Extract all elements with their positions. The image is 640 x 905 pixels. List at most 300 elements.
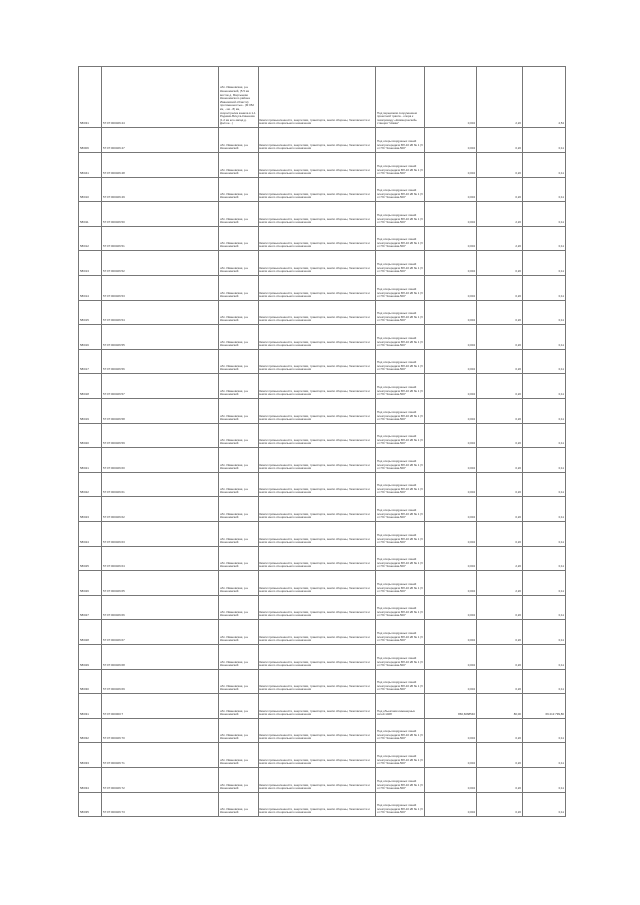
table-cell-c8 xyxy=(523,743,566,767)
table-cell-c6 xyxy=(425,399,477,423)
table-cell-c6 xyxy=(425,571,477,595)
table-cell-c4 xyxy=(258,399,376,423)
table-cell-c1 xyxy=(78,497,102,521)
table-cell-c8 xyxy=(523,177,566,201)
cell-text: 0,20 xyxy=(515,147,521,151)
table-cell-c6 xyxy=(425,595,477,619)
cell-text: Под опоры воздушных линий электропередачи ВЛ-10 кВ № 1 (б от ПС "Кинешма-500" xyxy=(377,361,423,372)
table-cell-c2 xyxy=(102,595,219,619)
table-cell-c5 xyxy=(376,718,425,742)
table-cell-c2 xyxy=(102,792,219,816)
cell-text: 0,20 xyxy=(515,393,521,397)
table-cell-c1 xyxy=(78,226,102,250)
cell-text: Под объектами инженерных сетей 1408 xyxy=(377,709,415,717)
table-cell-c5 xyxy=(376,325,425,349)
cell-text: обл. Ивановская, р-н Кинешемский xyxy=(220,487,249,495)
cell-text: обл. Ивановская, р-н Кинешемский xyxy=(220,635,249,643)
cell-text: Земли промышленности, энергетики, транспорта, земли обороны, безопасности и земли иного специального назначения xyxy=(259,217,370,225)
cell-text: Земли промышленности, энергетики, транспорта, земли обороны, безопасности и земли иного специального назначения xyxy=(259,414,370,422)
table-cell-c2 xyxy=(102,522,219,546)
cell-text: Под опоры воздушных линий электропередачи ВЛ-10 кВ № 1 (б от ПС "Кинешма-500" xyxy=(377,484,423,495)
table-cell-c2 xyxy=(102,66,219,127)
table-cell-c2 xyxy=(102,202,219,226)
cell-text: 58/027 xyxy=(80,614,89,618)
table-cell-c6 xyxy=(425,718,477,742)
cell-text: обл. Ивановская, р-н Кинешемский xyxy=(220,512,249,520)
cell-text: 0,004 xyxy=(467,565,475,569)
table-cell-c7 xyxy=(477,694,523,718)
table-cell-c5 xyxy=(376,595,425,619)
table-cell-c4 xyxy=(258,374,376,398)
table-cell-c4 xyxy=(258,423,376,447)
cell-text: обл. Ивановская, р-н Кинешемский xyxy=(220,315,249,323)
table-cell-c8 xyxy=(523,792,566,816)
table-cell-c7 xyxy=(477,66,523,127)
table-cell-c7 xyxy=(477,226,523,250)
cell-text: 58/034 xyxy=(80,787,89,791)
table-cell-c1 xyxy=(78,325,102,349)
table-cell-c3 xyxy=(219,571,259,595)
cell-text: 58/013 xyxy=(80,270,89,274)
cell-text: Земли промышленности, энергетики, транспорта, земли обороны, безопасности и земли иного специального назначения xyxy=(259,783,370,791)
table-cell-c1 xyxy=(78,472,102,496)
cell-text: 0,004 xyxy=(467,639,475,643)
table-cell-c5 xyxy=(376,694,425,718)
table-cell-c1 xyxy=(78,423,102,447)
table-cell-c5 xyxy=(376,645,425,669)
cell-text: Под опоры воздушных линий электропередачи ВЛ-10 кВ № 1 (б от ПС "Кинешма-500" xyxy=(377,238,423,249)
cell-text: 57:07:000406:60 xyxy=(103,467,125,471)
cell-text: 58/030 xyxy=(80,688,89,692)
cell-text: Земли промышленности, энергетики, транспорта, земли обороны, безопасности и земли иного специального назначения xyxy=(259,709,370,717)
table-cell-c6 xyxy=(425,743,477,767)
table-cell-c4 xyxy=(258,620,376,644)
cell-text: обл. Ивановская, р-н Кинешемский xyxy=(220,537,249,545)
table-cell-c3 xyxy=(219,595,259,619)
table-cell-c8 xyxy=(523,202,566,226)
table-cell-c1 xyxy=(78,374,102,398)
table-cell-c2 xyxy=(102,226,219,250)
table-cell-c5 xyxy=(376,226,425,250)
table-cell-c2 xyxy=(102,645,219,669)
table-cell-c6 xyxy=(425,792,477,816)
table-cell-c8 xyxy=(523,620,566,644)
cell-text: обл. Ивановская, р-н Кинешемский xyxy=(220,364,249,372)
table-cell-c2 xyxy=(102,276,219,300)
cell-text: Земли промышленности, энергетики, транспорта, земли обороны, безопасности и земли иного специального назначения xyxy=(259,438,370,446)
cell-text: Земли промышленности, энергетики, транспорта, земли обороны, безопасности и земли иного специального назначения xyxy=(259,340,370,348)
table-cell-c6 xyxy=(425,177,477,201)
table-cell-c3 xyxy=(219,349,259,373)
cell-text: 0,004 xyxy=(467,393,475,397)
table-cell-c3 xyxy=(219,669,259,693)
table-cell-c7 xyxy=(477,595,523,619)
cell-text: 0,11 xyxy=(558,565,564,569)
table-cell-c1 xyxy=(78,300,102,324)
cell-text: Земли промышленности, энергетики, транспорта, земли обороны, безопасности и земли иного специального назначения xyxy=(259,168,370,176)
cell-text: Под опоры воздушных линий электропередачи ВЛ-10 кВ № 1 (б от ПС "Кинешма-500" xyxy=(377,583,423,594)
table-row xyxy=(78,399,566,424)
cell-text: обл. Ивановская, р-н Кинешемский xyxy=(220,586,249,594)
table-cell-c5 xyxy=(376,128,425,152)
cell-text: 0,004 xyxy=(467,270,475,274)
cell-text: 0,004 xyxy=(467,122,475,126)
table-cell-c3 xyxy=(219,620,259,644)
cell-text: 57:07:000406:47 xyxy=(103,147,125,151)
cell-text: обл. Ивановская, р-н Кинешемский xyxy=(220,389,249,397)
table-cell-c7 xyxy=(477,497,523,521)
cell-text: 58/011 xyxy=(80,221,89,225)
table-cell-c4 xyxy=(258,792,376,816)
table-cell-c8 xyxy=(523,276,566,300)
table-cell-c1 xyxy=(78,743,102,767)
table-row xyxy=(78,349,566,374)
cell-text: 57:07:000406:53 xyxy=(103,295,125,299)
table-cell-c6 xyxy=(425,497,477,521)
cell-text: 0,11 xyxy=(558,614,564,618)
table-cell-c8 xyxy=(523,571,566,595)
cell-text: 0,11 xyxy=(558,319,564,323)
table-cell-c5 xyxy=(376,251,425,275)
cell-text: обл. Ивановская, р-н Кинешемский xyxy=(220,266,249,274)
table-cell-c1 xyxy=(78,177,102,201)
table-cell-c7 xyxy=(477,374,523,398)
table-cell-c8 xyxy=(523,153,566,177)
cell-text: 0,004 xyxy=(467,737,475,741)
cell-text: Земли промышленности, энергетики, транспорта, земли обороны, безопасности и земли иного специального назначения xyxy=(259,241,370,249)
table-cell-c4 xyxy=(258,177,376,201)
cell-text: 58/012 xyxy=(80,245,89,249)
cell-text: 58/006 xyxy=(80,147,89,151)
table-cell-c2 xyxy=(102,743,219,767)
table-cell-c1 xyxy=(78,522,102,546)
cell-text: 0,11 xyxy=(558,393,564,397)
table-cell-c7 xyxy=(477,177,523,201)
cell-text: 0,20 xyxy=(515,614,521,618)
table-cell-c8 xyxy=(523,595,566,619)
cell-text: 57:07:000406:72 xyxy=(103,787,125,791)
cell-text: 57:07:000406:49 xyxy=(103,196,125,200)
table-cell-c7 xyxy=(477,768,523,792)
table-cell-c4 xyxy=(258,669,376,693)
table-cell-c1 xyxy=(78,792,102,816)
cell-text: 57:07:000406:51 xyxy=(103,245,125,249)
cell-text: 0,20 xyxy=(515,688,521,692)
table-cell-c6 xyxy=(425,300,477,324)
table-cell-c1 xyxy=(78,694,102,718)
table-cell-c6 xyxy=(425,226,477,250)
table-cell-c8 xyxy=(523,423,566,447)
table-cell-c7 xyxy=(477,423,523,447)
table-cell-c2 xyxy=(102,718,219,742)
cell-text: 58/031 xyxy=(80,713,89,717)
cell-text: Земли промышленности, энергетики, транспорта, земли обороны, безопасности и земли иного специального назначения xyxy=(259,660,370,668)
table-cell-c3 xyxy=(219,694,259,718)
cell-text: 2,20 xyxy=(515,122,521,126)
cell-text: Под опоры воздушных линий электропередачи ВЛ-10 кВ № 1 (б от ПС "Кинешма-500" xyxy=(377,780,423,791)
table-cell-c4 xyxy=(258,718,376,742)
table-cell-c7 xyxy=(477,276,523,300)
cell-text: 58/015 xyxy=(80,319,89,323)
cell-text: 0,004 xyxy=(467,688,475,692)
table-cell-c2 xyxy=(102,694,219,718)
table-cell-c6 xyxy=(425,620,477,644)
table-cell-c5 xyxy=(376,472,425,496)
cell-text: Земли промышленности, энергетики, транспорта, земли обороны, безопасности и земли иного специального назначения xyxy=(259,758,370,766)
cell-text: 0,11 xyxy=(558,688,564,692)
cell-text: 0,004 xyxy=(467,418,475,422)
cell-text: обл. Ивановская, р-н Кинешемский xyxy=(220,168,249,176)
table-cell-c6 xyxy=(425,645,477,669)
cell-text: обл. Ивановская, р-н Кинешемский xyxy=(220,192,249,200)
cell-text: 58/018 xyxy=(80,393,89,397)
cell-text: Под опоры воздушных линий электропередачи ВЛ-10 кВ № 1 (б от ПС "Кинешма-500" xyxy=(377,534,423,545)
table-cell-c7 xyxy=(477,300,523,324)
cell-text: Под опоры воздушных линий электропередачи ВЛ-10 кВ № 1 (б от ПС "Кинешма-500" xyxy=(377,263,423,274)
cell-text: обл. Ивановская, р-н Кинешемский xyxy=(220,438,249,446)
table-cell-c6 xyxy=(425,669,477,693)
cell-text: 57:07:000406:50 xyxy=(103,221,125,225)
cell-text: 0,20 xyxy=(515,368,521,372)
table-cell-c6 xyxy=(425,325,477,349)
cell-text: 58/022 xyxy=(80,491,89,495)
table-cell-c3 xyxy=(219,374,259,398)
cell-text: 58/017 xyxy=(80,368,89,372)
cell-text: 0,004 xyxy=(467,172,475,176)
cell-text: 0,20 xyxy=(515,491,521,495)
table-cell-c7 xyxy=(477,743,523,767)
cell-text: Земли промышленности, энергетики, транспорта, земли обороны, безопасности и земли иного специального назначения xyxy=(259,315,370,323)
cell-text: Под опоры воздушных линий электропередачи ВЛ-10 кВ № 1 (б от ПС "Кинешма-500" xyxy=(377,460,423,471)
cell-text: обл. Ивановская, р-н Кинешемский xyxy=(220,684,249,692)
cell-text: Земли промышленности, энергетики, транспорта, земли обороны, безопасности и земли иного специального назначения xyxy=(259,364,370,372)
table-cell-c7 xyxy=(477,792,523,816)
table-cell-c4 xyxy=(258,202,376,226)
table-cell-c2 xyxy=(102,497,219,521)
table-row xyxy=(78,522,566,547)
cell-text: обл. Ивановская, р-н Кинешемский xyxy=(220,783,249,791)
cell-text: 58/033 xyxy=(80,762,89,766)
table-cell-c6 xyxy=(425,251,477,275)
table-cell-c3 xyxy=(219,448,259,472)
cell-text: 57:07:000000:7 xyxy=(103,713,124,717)
cell-text: 0,11 xyxy=(558,172,564,176)
cell-text: обл. Ивановская, р-н Кинешемский, (5.5 км восток д. Мартыново Кинешемского района Ивановской области) протяженностью - (М 052 км, - км - 8) км, скорострелка канала в 1-1 Родники-Вичуга-Кинешма (1.2 км юго-запад д. Долгое...) xyxy=(220,86,256,126)
cell-text: Земли промышленности, энергетики, транспорта, земли обороны, безопасности и земли иного специального назначения xyxy=(259,487,370,495)
table-cell-c4 xyxy=(258,448,376,472)
table-cell-c4 xyxy=(258,349,376,373)
cell-text: 2,20 xyxy=(515,565,521,569)
cell-text: 0,004 xyxy=(467,344,475,348)
cell-text: 57:07:000406:57 xyxy=(103,393,125,397)
table-cell-c1 xyxy=(78,546,102,570)
table-cell-c8 xyxy=(523,694,566,718)
table-cell-c6 xyxy=(425,423,477,447)
table-cell-c5 xyxy=(376,522,425,546)
table-cell-c4 xyxy=(258,276,376,300)
cell-text: 58/020 xyxy=(80,442,89,446)
table-cell-c2 xyxy=(102,300,219,324)
table-cell-c3 xyxy=(219,128,259,152)
cell-text: 0,11 xyxy=(558,639,564,643)
table-cell-c5 xyxy=(376,202,425,226)
cell-text: 58/035 xyxy=(80,811,89,815)
cell-text: 0,11 xyxy=(558,147,564,151)
cell-text: 57:07:000406:54 xyxy=(103,319,125,323)
table-cell-c1 xyxy=(78,620,102,644)
cell-text: Под опоры воздушных линий электропередачи ВЛ-10 кВ № 1 (б от ПС "Кинешма-500" xyxy=(377,189,423,200)
cell-text: 0,11 xyxy=(558,418,564,422)
cell-text: 0,004 xyxy=(467,541,475,545)
cell-text: 0,11 xyxy=(558,368,564,372)
table-cell-c4 xyxy=(258,226,376,250)
table-cell-c2 xyxy=(102,546,219,570)
cell-text: Земли промышленности, энергетики, транспорта, земли обороны, безопасности и земли иного специального назначения xyxy=(259,586,370,594)
cell-text: 58/016 xyxy=(80,344,89,348)
cell-text: 0,11 xyxy=(558,245,564,249)
table-cell-c2 xyxy=(102,472,219,496)
table-cell-c5 xyxy=(376,792,425,816)
table-row xyxy=(78,300,566,325)
table-cell-c8 xyxy=(523,300,566,324)
cell-text: обл. Ивановская, р-н Кинешемский xyxy=(220,463,249,471)
cell-text: Под опоры воздушных линий электропередачи ВЛ-10 кВ № 1 (б от ПС "Кинешма-500" xyxy=(377,558,423,569)
cell-text: обл. Ивановская, р-н Кинешемский xyxy=(220,291,249,299)
cell-text: Под опоры воздушных линий электропередачи ВЛ-10 кВ № 1 (б от ПС "Кинешма-500" xyxy=(377,386,423,397)
cell-text: 0,20 xyxy=(515,737,521,741)
table-cell-c5 xyxy=(376,153,425,177)
cell-text: 57:07:000406:69 xyxy=(103,688,125,692)
table-cell-c1 xyxy=(78,202,102,226)
table-cell-c3 xyxy=(219,768,259,792)
table-cell-c1 xyxy=(78,349,102,373)
table-cell-c1 xyxy=(78,595,102,619)
table-cell-c8 xyxy=(523,349,566,373)
table-cell-c6 xyxy=(425,546,477,570)
table-row xyxy=(78,472,566,497)
table-row xyxy=(78,571,566,596)
table-cell-c7 xyxy=(477,202,523,226)
cell-text: 57:07:000406:62 xyxy=(103,516,125,520)
table-row xyxy=(78,325,566,350)
table-cell-c4 xyxy=(258,153,376,177)
cell-text: 0,20 xyxy=(515,762,521,766)
table-row xyxy=(78,153,566,178)
cell-text: 58/028 xyxy=(80,639,89,643)
cell-text: Под опоры воздушных линий электропередачи ВЛ-10 кВ № 1 (б от ПС "Кинешма-500" xyxy=(377,730,423,741)
table-row xyxy=(78,276,566,301)
cell-text: обл. Ивановская, р-н Кинешемский xyxy=(220,217,249,225)
table-cell-c8 xyxy=(523,251,566,275)
cell-text: 0,004 xyxy=(467,811,475,815)
table-row xyxy=(78,202,566,227)
table-cell-c4 xyxy=(258,128,376,152)
table-cell-c5 xyxy=(376,66,425,127)
table-row xyxy=(78,66,566,128)
cell-text: 0,11 xyxy=(558,787,564,791)
cell-text: 0,11 xyxy=(558,196,564,200)
cell-text: Под опоры воздушных линий электропередачи ВЛ-10 кВ № 1 (б от ПС "Кинешма-500" xyxy=(377,607,423,618)
table-cell-c7 xyxy=(477,669,523,693)
table-cell-c8 xyxy=(523,325,566,349)
cell-text: обл. Ивановская, р-н Кинешемский xyxy=(220,733,249,741)
cell-text: 0,004 xyxy=(467,245,475,249)
table-cell-c3 xyxy=(219,300,259,324)
table-cell-c7 xyxy=(477,522,523,546)
cell-text: Под опоры воздушных линий электропередачи ВЛ-10 кВ № 1 (б от ПС "Кинешма-500" xyxy=(377,681,423,692)
table-cell-c6 xyxy=(425,153,477,177)
table-cell-c5 xyxy=(376,669,425,693)
table-cell-c8 xyxy=(523,669,566,693)
cell-text: 0,20 xyxy=(515,639,521,643)
cell-text: 0,004 xyxy=(467,491,475,495)
table-cell-c2 xyxy=(102,153,219,177)
cell-text: обл. Ивановская, р-н Кинешемский xyxy=(220,610,249,618)
cell-text: 57:07:000406:65 xyxy=(103,590,125,594)
table-cell-c2 xyxy=(102,374,219,398)
cell-text: обл. Ивановская, р-н Кинешемский xyxy=(220,709,249,717)
cell-text: обл. Ивановская, р-н Кинешемский xyxy=(220,660,249,668)
cell-text: 57:07:000406:52 xyxy=(103,270,125,274)
table-cell-c1 xyxy=(78,669,102,693)
table-cell-c7 xyxy=(477,546,523,570)
table-cell-c4 xyxy=(258,251,376,275)
table-cell-c6 xyxy=(425,276,477,300)
cell-text: 0,11 xyxy=(558,270,564,274)
table-cell-c5 xyxy=(376,497,425,521)
cell-text: 0,004 xyxy=(467,614,475,618)
table-cell-c8 xyxy=(523,399,566,423)
table-cell-c4 xyxy=(258,595,376,619)
cell-text: 57:07:000406:70 xyxy=(103,737,125,741)
table-cell-c7 xyxy=(477,349,523,373)
table-cell-c7 xyxy=(477,128,523,152)
table-cell-c8 xyxy=(523,128,566,152)
table-cell-c8 xyxy=(523,546,566,570)
cell-text: Земли промышленности, энергетики, транспорта, земли обороны, безопасности и земли иного специального назначения xyxy=(259,192,370,200)
table-cell-c8 xyxy=(523,472,566,496)
table-cell-c2 xyxy=(102,349,219,373)
cell-text: 80,00 xyxy=(513,713,521,717)
cell-text: 0,11 xyxy=(558,295,564,299)
cell-text: 0,004 xyxy=(467,221,475,225)
cell-text: 0,20 xyxy=(515,664,521,668)
table-cell-c4 xyxy=(258,497,376,521)
cell-text: 0,004 xyxy=(467,147,475,151)
cell-text: 0,004 xyxy=(467,787,475,791)
table-cell-c8 xyxy=(523,522,566,546)
cell-text: 0,004 xyxy=(467,516,475,520)
table-cell-c2 xyxy=(102,620,219,644)
table-cell-c6 xyxy=(425,349,477,373)
cell-text: Земли промышленности, энергетики, транспорта, земли обороны, безопасности и земли иного специального назначения xyxy=(259,561,370,569)
cell-text: 58/026 xyxy=(80,590,89,594)
table-cell-c2 xyxy=(102,128,219,152)
table-cell-c1 xyxy=(78,276,102,300)
table-cell-c8 xyxy=(523,374,566,398)
table-cell-c7 xyxy=(477,571,523,595)
table-cell-c3 xyxy=(219,718,259,742)
table-cell-c3 xyxy=(219,325,259,349)
table-cell-c7 xyxy=(477,251,523,275)
cell-text: 0,20 xyxy=(515,442,521,446)
table-cell-c5 xyxy=(376,276,425,300)
table-cell-c8 xyxy=(523,497,566,521)
cell-text: Под опоры воздушных линий электропередачи ВЛ-10 кВ № 1 (б от ПС "Кинешма-500" xyxy=(377,288,423,299)
cell-text: 0,20 xyxy=(515,467,521,471)
cell-text: Под переезжим сооружением проектной трасса - опора к газопроводу «Коммерческий» станция "Новая" xyxy=(377,111,417,126)
cell-text: 57:07:000406:67 xyxy=(103,639,125,643)
